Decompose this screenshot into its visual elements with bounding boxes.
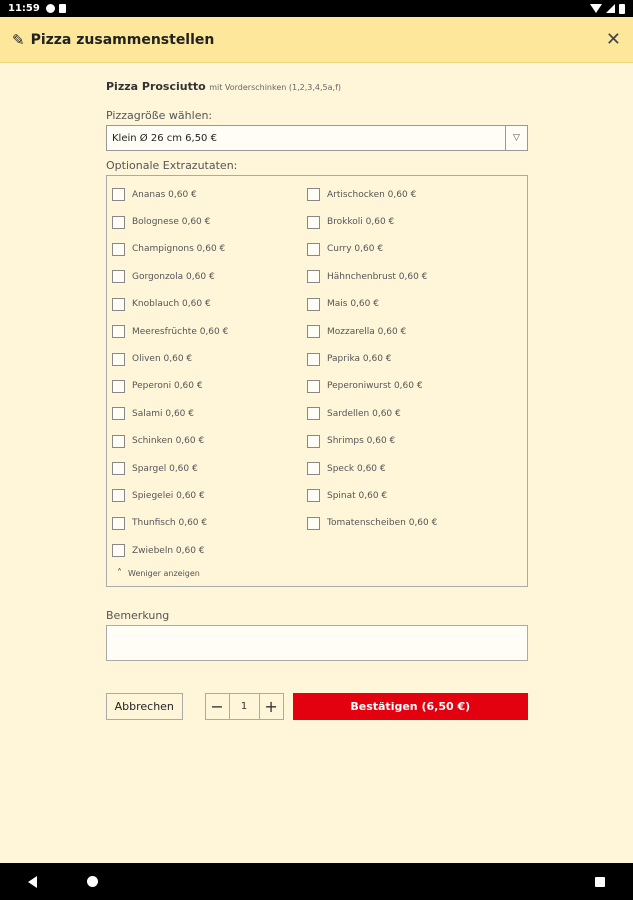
extra-checkbox[interactable]: [112, 435, 125, 448]
product-name: Pizza Prosciutto: [106, 80, 206, 93]
dialog-title: Pizza zusammenstellen: [30, 31, 215, 48]
battery-icon: [619, 4, 625, 14]
plus-button[interactable]: +: [264, 697, 278, 716]
close-icon[interactable]: ✕: [605, 29, 621, 50]
show-less-button[interactable]: [112, 568, 522, 579]
extra-label: Shrimps 0,60 €: [327, 436, 396, 447]
extra-checkbox[interactable]: [112, 188, 125, 201]
extra-checkbox[interactable]: [112, 544, 125, 557]
sim-icon: [59, 4, 66, 13]
extra-checkbox[interactable]: [307, 353, 320, 366]
extra-option[interactable]: [112, 482, 307, 509]
extra-option[interactable]: [307, 263, 502, 290]
extra-option[interactable]: [307, 318, 502, 345]
extra-label: Gorgonzola 0,60 €: [132, 271, 215, 282]
notification-icon: [46, 4, 55, 13]
extras-grid: [112, 181, 522, 564]
extra-checkbox[interactable]: [112, 353, 125, 366]
extra-checkbox[interactable]: [307, 325, 320, 338]
extra-label: Zwiebeln 0,60 €: [132, 545, 205, 556]
extra-label: Mais 0,60 €: [327, 299, 379, 310]
extra-option[interactable]: [112, 428, 307, 455]
status-right: [590, 4, 625, 14]
product-description: mit Vorderschinken (1,2,3,4,5a,f): [209, 83, 342, 92]
signal-icon: [606, 4, 615, 13]
extra-checkbox[interactable]: [307, 216, 320, 229]
extra-label: Speck 0,60 €: [327, 463, 386, 474]
extra-option[interactable]: [307, 428, 502, 455]
dialog-header: [0, 17, 633, 63]
status-bar: [0, 0, 633, 17]
extra-option[interactable]: [112, 208, 307, 235]
extra-label: Curry 0,60 €: [327, 244, 384, 255]
extra-label: Spargel 0,60 €: [132, 463, 198, 474]
extra-label: Spinat 0,60 €: [327, 490, 388, 501]
extra-checkbox[interactable]: [307, 188, 320, 201]
chevron-up-icon: ˄: [117, 568, 122, 580]
extra-checkbox[interactable]: [112, 407, 125, 420]
extra-checkbox[interactable]: [307, 380, 320, 393]
extra-option[interactable]: [307, 236, 502, 263]
extra-option[interactable]: [112, 510, 307, 537]
extra-checkbox[interactable]: [307, 435, 320, 448]
extra-checkbox[interactable]: [307, 407, 320, 420]
extra-label: Oliven 0,60 €: [132, 354, 193, 365]
extra-option[interactable]: [112, 236, 307, 263]
quantity-value[interactable]: 1: [229, 694, 260, 719]
extra-checkbox[interactable]: [112, 489, 125, 502]
home-icon[interactable]: [87, 876, 98, 887]
extra-label: Ananas 0,60 €: [132, 189, 197, 200]
extra-label: Schinken 0,60 €: [132, 436, 205, 447]
extra-option[interactable]: [112, 373, 307, 400]
wifi-icon: [590, 4, 602, 13]
extra-option[interactable]: [112, 181, 307, 208]
extra-option[interactable]: [112, 291, 307, 318]
extra-option[interactable]: [112, 537, 307, 564]
chevron-down-icon[interactable]: ▽: [505, 126, 527, 150]
remark-label: Bemerkung: [106, 609, 170, 622]
extra-label: Peperoni 0,60 €: [132, 381, 203, 392]
extra-checkbox[interactable]: [307, 517, 320, 530]
back-icon[interactable]: [28, 876, 37, 888]
nav-bar: [0, 863, 633, 900]
extra-checkbox[interactable]: [112, 298, 125, 311]
extra-label: Knoblauch 0,60 €: [132, 299, 211, 310]
show-less-label: Weniger anzeigen: [128, 569, 200, 579]
extra-label: Bolognese 0,60 €: [132, 217, 211, 228]
extra-checkbox[interactable]: [112, 517, 125, 530]
extra-option[interactable]: [307, 510, 502, 537]
extra-checkbox[interactable]: [307, 298, 320, 311]
extra-checkbox[interactable]: [112, 243, 125, 256]
extra-option[interactable]: [112, 400, 307, 427]
extra-label: Mozzarella 0,60 €: [327, 326, 407, 337]
extra-label: Brokkoli 0,60 €: [327, 217, 395, 228]
extra-option[interactable]: [307, 455, 502, 482]
extra-label: Thunfisch 0,60 €: [132, 518, 208, 529]
extra-checkbox[interactable]: [307, 270, 320, 283]
status-time: 11:59: [8, 3, 40, 14]
remark-input[interactable]: [106, 625, 528, 661]
extra-option[interactable]: [307, 291, 502, 318]
extra-label: Meeresfrüchte 0,60 €: [132, 326, 229, 337]
extra-label: Peperoniwurst 0,60 €: [327, 381, 423, 392]
extra-checkbox[interactable]: [112, 380, 125, 393]
extra-option[interactable]: [112, 263, 307, 290]
extra-checkbox[interactable]: [112, 216, 125, 229]
extra-checkbox[interactable]: [307, 243, 320, 256]
quantity-stepper: [205, 693, 284, 720]
extra-checkbox[interactable]: [307, 489, 320, 502]
extras-label: Optionale Extrazutaten:: [106, 159, 238, 172]
extra-checkbox[interactable]: [112, 325, 125, 338]
extra-option[interactable]: [307, 482, 502, 509]
pencil-icon: ✎: [12, 30, 25, 49]
minus-button[interactable]: −: [210, 697, 224, 716]
extra-option[interactable]: [307, 373, 502, 400]
size-select-value: Klein Ø 26 cm 6,50 €: [112, 132, 217, 144]
extra-option[interactable]: [307, 181, 502, 208]
extra-option[interactable]: [307, 345, 502, 372]
extra-label: Hähnchenbrust 0,60 €: [327, 271, 428, 282]
size-label: Pizzagröße wählen:: [106, 109, 213, 122]
extra-option[interactable]: [112, 455, 307, 482]
extra-checkbox[interactable]: [112, 270, 125, 283]
extra-label: Spiegelei 0,60 €: [132, 490, 205, 501]
product-info: [106, 80, 528, 93]
confirm-button[interactable]: Bestätigen (6,50 €): [293, 693, 528, 720]
action-bar: [106, 693, 528, 720]
extra-option[interactable]: [112, 318, 307, 345]
size-select[interactable]: [106, 125, 528, 151]
cancel-button[interactable]: Abbrechen: [106, 693, 183, 720]
extra-option[interactable]: [112, 345, 307, 372]
extra-option[interactable]: [307, 400, 502, 427]
extra-option[interactable]: [307, 208, 502, 235]
extra-label: Champignons 0,60 €: [132, 244, 226, 255]
extra-label: Salami 0,60 €: [132, 408, 194, 419]
extra-label: Sardellen 0,60 €: [327, 408, 401, 419]
extra-label: Paprika 0,60 €: [327, 354, 392, 365]
extra-checkbox[interactable]: [112, 462, 125, 475]
dialog-content: [106, 80, 528, 720]
extra-checkbox[interactable]: [307, 462, 320, 475]
extra-label: Artischocken 0,60 €: [327, 189, 417, 200]
recent-apps-icon[interactable]: [595, 877, 605, 887]
extra-label: Tomatenscheiben 0,60 €: [327, 518, 438, 529]
extras-box: [106, 175, 528, 587]
